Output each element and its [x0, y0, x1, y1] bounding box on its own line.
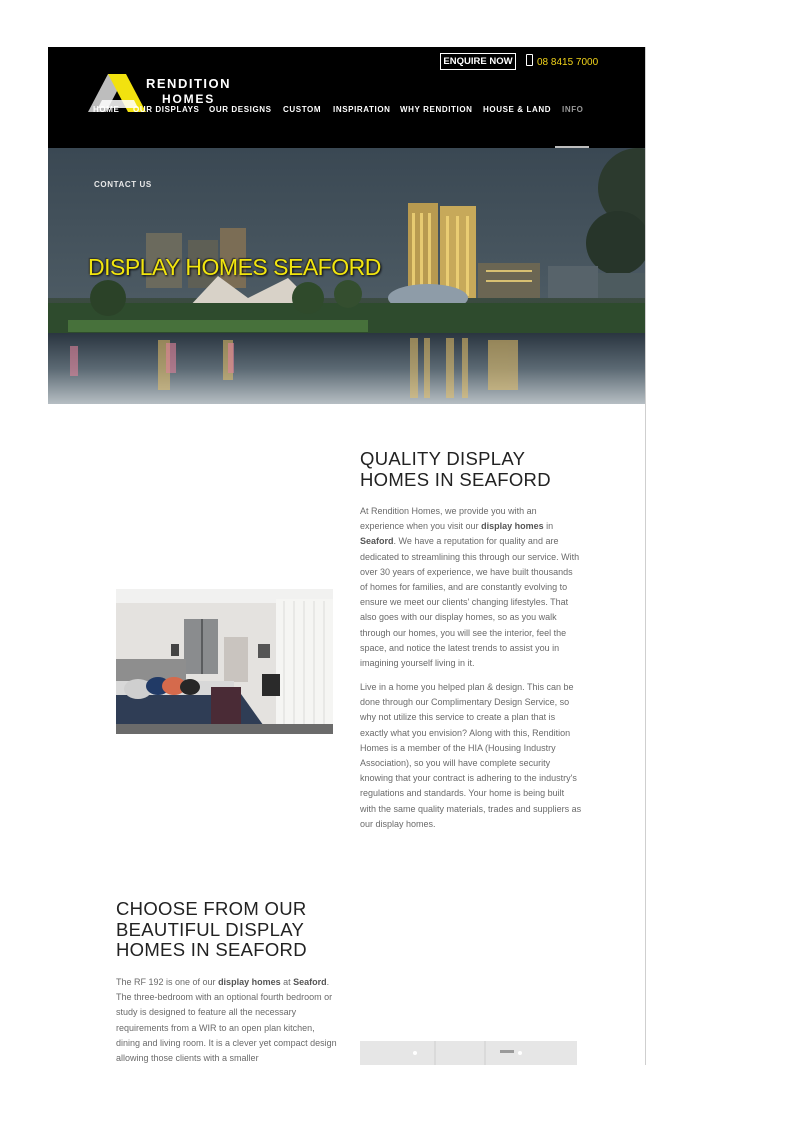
- logo-text-rendition: RENDITION: [146, 76, 231, 91]
- site-header: [48, 47, 645, 148]
- nav-our-designs[interactable]: OUR DESIGNS: [209, 105, 272, 114]
- nav-inspiration[interactable]: INSPIRATION: [333, 105, 391, 114]
- section2-heading-line3: HOMES IN SEAFORD: [116, 939, 307, 960]
- section1-heading: [360, 449, 551, 490]
- page-title: DISPLAY HOMES SEAFORD: [88, 254, 381, 280]
- phone-number: 08 8415 7000: [537, 57, 599, 68]
- nav-why-rendition[interactable]: WHY RENDITION: [400, 105, 473, 114]
- nav-info[interactable]: INFO: [562, 105, 584, 114]
- section2-heading-line2: BEAUTIFUL DISPLAY: [116, 918, 305, 940]
- interior-photo: [360, 1041, 577, 1065]
- nav-contact-us[interactable]: CONTACT US: [94, 180, 152, 189]
- section2-heading-line1: CHOOSE FROM OUR: [116, 898, 307, 919]
- nav-house-and-land[interactable]: HOUSE & LAND: [483, 105, 552, 114]
- nav-custom[interactable]: CUSTOM: [283, 105, 322, 114]
- keyword-link: Seaford: [293, 977, 327, 987]
- logo-text-homes: HOMES: [162, 92, 216, 106]
- keyword-link: display homes: [481, 521, 544, 532]
- section1-heading-line1: QUALITY DISPLAY: [360, 448, 526, 469]
- enquire-now-button[interactable]: ENQUIRE NOW: [440, 53, 516, 70]
- text-span: at: [280, 977, 294, 987]
- text-span: . We have a reputation for quality and are dedicated to streamlining this through our service. With over 30 years of experience, we have built thousands of homes for families, and are constantly evolving to ensure we meet our clients' changing lifestyles. That also goes with our display homes, so as you walk through our homes, you will see the interior, feel the space, and notice the latest trends to assist you in imagining yourself living in it.: [360, 536, 580, 669]
- text-span: The RF 192 is one of our: [116, 977, 219, 987]
- section2-heading: [116, 899, 307, 961]
- page-frame: [48, 47, 646, 1065]
- nav-our-displays[interactable]: OUR DISPLAYS: [133, 105, 200, 114]
- phone-icon: [526, 54, 533, 66]
- section1-paragraph-1: [360, 504, 582, 671]
- section2-paragraph-1: [116, 975, 338, 1065]
- keyword-link: Seaford: [360, 536, 394, 547]
- section1-paragraph-2: Live in a home you helped plan & design. This can be done through our Complimentary Design Service, so why not utilize this service to create a plan that is exactly what you envision? Along with this, Rendition Homes is a member of the HIA (Housing Industry Association), so you will have complete security knowing that your contract is adhering to the industry's regulations and standards. Your home is being built with the same quality materials, trades and suppliers as our display homes.: [360, 682, 582, 829]
- bedroom-photo: [116, 589, 333, 734]
- text-span: in: [543, 521, 554, 532]
- text-span: At Rendition Homes, we provide you with an experience when you visit our: [360, 506, 537, 532]
- phone-link[interactable]: [526, 54, 598, 70]
- text-span: . The three-bedroom with an optional fourth bedroom or study is designed to feature all the necessary requirements from a WIR to an open plan kitchen, dining and living room. It is a clever yet compact design allowing those clients with a smaller: [116, 977, 337, 1064]
- nav-home[interactable]: HOME: [93, 105, 120, 114]
- section1-heading-line2: HOMES IN SEAFORD: [360, 468, 551, 490]
- hero-banner: [48, 148, 645, 404]
- keyword-link: display homes: [218, 977, 281, 987]
